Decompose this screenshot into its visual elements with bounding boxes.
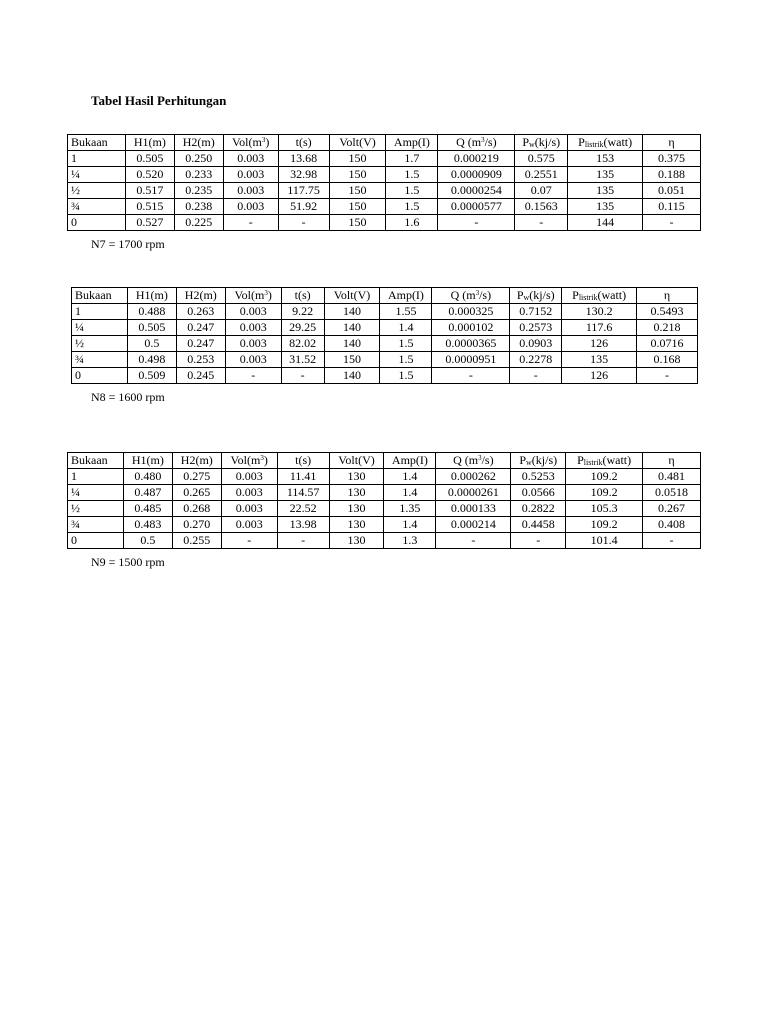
table-cell: - xyxy=(225,368,281,384)
table-cell: 0.0716 xyxy=(637,336,698,352)
table-cell: 0.0000254 xyxy=(438,183,515,199)
header-cell xyxy=(386,135,438,151)
table-cell: 0.250 xyxy=(174,151,223,167)
table-cell: ¾ xyxy=(68,517,124,533)
table-cell: 109.2 xyxy=(566,517,643,533)
results-table-n7 xyxy=(67,134,701,231)
header-text: Amp(I) xyxy=(393,135,430,149)
table-row xyxy=(72,320,698,336)
table-cell: 1.5 xyxy=(386,199,438,215)
table-row xyxy=(68,151,701,167)
table-cell: 0.505 xyxy=(127,320,176,336)
header-text: w xyxy=(523,293,530,302)
table-caption: N9 = 1500 rpm xyxy=(91,555,165,569)
table-cell: 0.247 xyxy=(176,336,225,352)
header-text: H1(m) xyxy=(135,288,168,302)
table-cell: 0.527 xyxy=(125,215,174,231)
header-text: Vol(m xyxy=(230,453,261,467)
header-text: (watt) xyxy=(602,453,632,467)
header-cell xyxy=(438,135,515,151)
header-cell xyxy=(329,135,386,151)
results-table-n8 xyxy=(71,287,698,384)
header-text: η xyxy=(668,453,675,467)
header-text: Q (m xyxy=(450,288,476,302)
table-cell: 0.488 xyxy=(127,304,176,320)
table-cell: 105.3 xyxy=(566,501,643,517)
table-cell: 135 xyxy=(568,167,643,183)
header-text: η xyxy=(663,288,671,302)
table-cell: 0.5253 xyxy=(511,469,566,485)
header-text: P xyxy=(516,288,524,302)
table-row xyxy=(68,199,701,215)
table-cell: 1.4 xyxy=(384,469,436,485)
header-cell xyxy=(562,288,637,304)
header-text: H2(m) xyxy=(182,135,215,149)
table-cell: 0 xyxy=(68,215,126,231)
table-cell: 0.4458 xyxy=(511,517,566,533)
table-cell: 0.481 xyxy=(643,469,701,485)
header-text: Q (m xyxy=(456,135,482,149)
table-cell: 1.3 xyxy=(384,533,436,549)
header-cell xyxy=(643,453,701,469)
table-cell: 0.000214 xyxy=(436,517,511,533)
table-cell: 0.003 xyxy=(223,199,278,215)
table-cell: ½ xyxy=(68,501,124,517)
table-cell: 101.4 xyxy=(566,533,643,549)
table-cell: 0.003 xyxy=(221,501,277,517)
table-cell: - xyxy=(278,215,329,231)
header-text: (kj/s) xyxy=(529,288,555,302)
table-cell: 1.55 xyxy=(380,304,432,320)
table-row xyxy=(68,215,701,231)
table-cell: 135 xyxy=(562,352,637,368)
header-cell xyxy=(68,453,124,469)
table-cell: 0.003 xyxy=(223,151,278,167)
table-cell: ¾ xyxy=(72,352,128,368)
table-cell: 130 xyxy=(329,501,384,517)
table-cell: 135 xyxy=(568,183,643,199)
table-cell: 0.003 xyxy=(225,320,281,336)
header-text: 3 xyxy=(264,289,268,297)
header-text: ) xyxy=(267,288,272,302)
table-row xyxy=(68,167,701,183)
table-cell: - xyxy=(221,533,277,549)
table-cell: 0 xyxy=(68,533,124,549)
table-cell: 150 xyxy=(329,183,386,199)
table-cell: 0.5493 xyxy=(637,304,698,320)
header-cell xyxy=(225,288,281,304)
table-cell: - xyxy=(510,368,562,384)
header-cell xyxy=(221,453,277,469)
table-row xyxy=(68,533,701,549)
header-cell xyxy=(223,135,278,151)
header-row xyxy=(68,453,701,469)
header-cell xyxy=(329,453,384,469)
table-cell: ¼ xyxy=(68,485,124,501)
header-text: Q (m xyxy=(453,453,479,467)
table-row xyxy=(68,517,701,533)
table-cell: 0.003 xyxy=(221,469,277,485)
header-row xyxy=(68,135,701,151)
table-cell: 0.0903 xyxy=(510,336,562,352)
table-cell: 126 xyxy=(562,368,637,384)
table-cell: 0.253 xyxy=(176,352,225,368)
table-cell: ¾ xyxy=(68,199,126,215)
table-cell: 82.02 xyxy=(281,336,324,352)
table-cell: 0.0000909 xyxy=(438,167,515,183)
table-cell: 0.375 xyxy=(643,151,701,167)
header-text: (watt) xyxy=(603,135,633,149)
table-cell: 1.6 xyxy=(386,215,438,231)
table-cell: 0.003 xyxy=(223,167,278,183)
table-cell: 9.22 xyxy=(281,304,324,320)
table-cell: ½ xyxy=(68,183,126,199)
table-cell: 0.505 xyxy=(125,151,174,167)
table-cell: ½ xyxy=(72,336,128,352)
table-cell: 0.268 xyxy=(172,501,221,517)
header-text: listrik xyxy=(583,458,603,467)
table-cell: 0.003 xyxy=(225,304,281,320)
table-cell: - xyxy=(438,215,515,231)
header-text: 3 xyxy=(478,454,482,462)
table-cell: 117.75 xyxy=(278,183,329,199)
table-cell: - xyxy=(281,368,324,384)
table-cell: 1.4 xyxy=(384,517,436,533)
header-cell xyxy=(637,288,698,304)
table-cell: 1 xyxy=(68,469,124,485)
header-text: t(s) xyxy=(295,453,312,467)
table-cell: 1.4 xyxy=(384,485,436,501)
header-text: H2(m) xyxy=(180,453,213,467)
table-cell: 0.2573 xyxy=(510,320,562,336)
table-cell: 0.487 xyxy=(123,485,172,501)
table-cell: 117.6 xyxy=(562,320,637,336)
header-text: listrik xyxy=(578,293,598,302)
header-text: H1(m) xyxy=(131,453,164,467)
table-cell: 0.517 xyxy=(125,183,174,199)
table-cell: 140 xyxy=(324,320,380,336)
table-cell: 1.7 xyxy=(386,151,438,167)
table-cell: 0.270 xyxy=(172,517,221,533)
header-text: Bukaan xyxy=(71,135,108,149)
header-text: (kj/s) xyxy=(531,453,558,467)
table-cell: 22.52 xyxy=(277,501,329,517)
table-cell: ¼ xyxy=(72,320,128,336)
table-cell: 0.509 xyxy=(127,368,176,384)
table-row xyxy=(72,304,698,320)
table-cell: 130 xyxy=(329,485,384,501)
table-cell: 0.0000577 xyxy=(438,199,515,215)
header-cell xyxy=(125,135,174,151)
header-text: t(s) xyxy=(294,288,311,302)
table-cell: - xyxy=(436,533,511,549)
table-cell: 0.485 xyxy=(123,501,172,517)
table-cell: 0.235 xyxy=(174,183,223,199)
header-cell xyxy=(436,453,511,469)
table-cell: 0.051 xyxy=(643,183,701,199)
table-cell: 0.247 xyxy=(176,320,225,336)
table-cell: 0.225 xyxy=(174,215,223,231)
table-cell: 0.408 xyxy=(643,517,701,533)
header-text: H1(m) xyxy=(133,135,166,149)
header-text: 3 xyxy=(260,454,264,462)
header-cell xyxy=(510,288,562,304)
table-caption: N7 = 1700 rpm xyxy=(91,237,165,251)
header-cell xyxy=(174,135,223,151)
table-cell: 29.25 xyxy=(281,320,324,336)
header-text: Vol(m xyxy=(232,135,262,149)
header-cell xyxy=(72,288,128,304)
header-cell xyxy=(432,288,510,304)
table-cell: 0.1563 xyxy=(515,199,568,215)
table-cell: 13.68 xyxy=(278,151,329,167)
table-cell: 0.5 xyxy=(127,336,176,352)
table-cell: 31.52 xyxy=(281,352,324,368)
table-cell: 0 xyxy=(72,368,128,384)
table-cell: 1.5 xyxy=(380,368,432,384)
table-cell: 0.000133 xyxy=(436,501,511,517)
table-caption: N8 = 1600 rpm xyxy=(91,390,165,404)
table-cell: 150 xyxy=(324,352,380,368)
table-cell: 0.520 xyxy=(125,167,174,183)
table-cell: 1.35 xyxy=(384,501,436,517)
table-cell: 1 xyxy=(72,304,128,320)
header-cell xyxy=(384,453,436,469)
table-row xyxy=(72,352,698,368)
header-cell xyxy=(380,288,432,304)
table-cell: 0.168 xyxy=(637,352,698,368)
table-row xyxy=(68,469,701,485)
table-cell: 0.275 xyxy=(172,469,221,485)
table-cell: 109.2 xyxy=(566,485,643,501)
table-cell: 0.115 xyxy=(643,199,701,215)
table-cell: 0.5 xyxy=(123,533,172,549)
header-cell xyxy=(643,135,701,151)
header-text: (kj/s) xyxy=(534,135,561,149)
table-cell: 109.2 xyxy=(566,469,643,485)
header-cell xyxy=(566,453,643,469)
header-text: t(s) xyxy=(295,135,312,149)
header-text: Volt(V) xyxy=(333,288,371,302)
table-cell: 13.98 xyxy=(277,517,329,533)
header-cell xyxy=(172,453,221,469)
header-cell xyxy=(515,135,568,151)
table-cell: 0.233 xyxy=(174,167,223,183)
header-text: P xyxy=(577,453,584,467)
table-cell: 0.263 xyxy=(176,304,225,320)
table-cell: 0.07 xyxy=(515,183,568,199)
table-cell: 0.265 xyxy=(172,485,221,501)
header-cell xyxy=(278,135,329,151)
header-text: Bukaan xyxy=(75,288,112,302)
header-text: ) xyxy=(263,453,268,467)
header-text: Amp(I) xyxy=(391,453,428,467)
header-text: Bukaan xyxy=(71,453,108,467)
table-cell: 0.218 xyxy=(637,320,698,336)
table-cell: 1 xyxy=(68,151,126,167)
header-text: /s) xyxy=(484,135,497,149)
table-cell: 1.4 xyxy=(380,320,432,336)
table-cell: 0.188 xyxy=(643,167,701,183)
table-cell: 114.57 xyxy=(277,485,329,501)
table-cell: - xyxy=(637,368,698,384)
header-text: listrik xyxy=(584,140,604,149)
header-text: Volt(V) xyxy=(339,135,376,149)
table-cell: - xyxy=(643,533,701,549)
table-cell: 0.0000365 xyxy=(432,336,510,352)
header-text: 3 xyxy=(261,136,266,144)
header-cell xyxy=(324,288,380,304)
table-cell: 1.5 xyxy=(386,167,438,183)
table-cell: - xyxy=(432,368,510,384)
header-text: P xyxy=(522,135,529,149)
results-table-n9 xyxy=(67,452,701,549)
table-cell: 135 xyxy=(568,199,643,215)
table-cell: ¼ xyxy=(68,167,126,183)
header-cell xyxy=(281,288,324,304)
header-text: w xyxy=(529,140,535,149)
table-cell: 140 xyxy=(324,336,380,352)
table-cell: - xyxy=(643,215,701,231)
table-cell: 0.0000951 xyxy=(432,352,510,368)
table-cell: 1.5 xyxy=(380,352,432,368)
table-cell: 150 xyxy=(329,215,386,231)
header-text: ) xyxy=(265,135,270,149)
table-cell: 0.0518 xyxy=(643,485,701,501)
table-cell: 130 xyxy=(329,517,384,533)
table-cell: 140 xyxy=(324,368,380,384)
table-cell: 144 xyxy=(568,215,643,231)
table-cell: 130.2 xyxy=(562,304,637,320)
header-text: H2(m) xyxy=(184,288,217,302)
table-cell: - xyxy=(515,215,568,231)
header-text: P xyxy=(578,135,585,149)
table-cell: - xyxy=(277,533,329,549)
table-row xyxy=(68,183,701,199)
header-text: 3 xyxy=(481,136,485,144)
table-cell: 0.003 xyxy=(225,352,281,368)
table-cell: 0.000102 xyxy=(432,320,510,336)
header-cell xyxy=(123,453,172,469)
header-text: w xyxy=(526,458,532,467)
table-cell: 0.480 xyxy=(123,469,172,485)
page-title: Tabel Hasil Perhitungan xyxy=(91,93,227,108)
header-text: Amp(I) xyxy=(387,288,424,302)
table-cell: 11.41 xyxy=(277,469,329,485)
table-cell: 0.0000261 xyxy=(436,485,511,501)
table-cell: 0.2551 xyxy=(515,167,568,183)
table-cell: 1.5 xyxy=(386,183,438,199)
table-cell: 1.5 xyxy=(380,336,432,352)
table-cell: 0.2822 xyxy=(511,501,566,517)
header-text: Vol(m xyxy=(234,288,265,302)
table-cell: 0.575 xyxy=(515,151,568,167)
header-text: η xyxy=(668,135,675,149)
table-row xyxy=(72,368,698,384)
table-cell: 0.483 xyxy=(123,517,172,533)
table-cell: 0.498 xyxy=(127,352,176,368)
table-cell: 0.2278 xyxy=(510,352,562,368)
table-cell: 150 xyxy=(329,199,386,215)
header-text: P xyxy=(572,288,579,302)
header-text: /s) xyxy=(479,288,492,302)
header-cell xyxy=(176,288,225,304)
header-row xyxy=(72,288,698,304)
table-cell: 140 xyxy=(324,304,380,320)
table-cell: 0.238 xyxy=(174,199,223,215)
table-cell: 150 xyxy=(329,167,386,183)
table-cell: 0.000325 xyxy=(432,304,510,320)
table-cell: 0.255 xyxy=(172,533,221,549)
table-cell: 130 xyxy=(329,533,384,549)
table-cell: 0.267 xyxy=(643,501,701,517)
table-cell: 0.515 xyxy=(125,199,174,215)
table-row xyxy=(72,336,698,352)
table-cell: 126 xyxy=(562,336,637,352)
table-row xyxy=(68,501,701,517)
header-text: 3 xyxy=(475,289,480,297)
table-cell: 0.003 xyxy=(221,485,277,501)
table-cell: 0.003 xyxy=(223,183,278,199)
table-cell: 0.003 xyxy=(225,336,281,352)
table-cell: 51.92 xyxy=(278,199,329,215)
header-text: Volt(V) xyxy=(338,453,375,467)
table-cell: 150 xyxy=(329,151,386,167)
header-cell xyxy=(277,453,329,469)
header-cell xyxy=(68,135,126,151)
table-row xyxy=(68,485,701,501)
header-cell xyxy=(127,288,176,304)
table-cell: 0.0566 xyxy=(511,485,566,501)
table-cell: 130 xyxy=(329,469,384,485)
table-cell: 0.245 xyxy=(176,368,225,384)
table-cell: 0.003 xyxy=(221,517,277,533)
table-cell: 0.7152 xyxy=(510,304,562,320)
table-cell: 153 xyxy=(568,151,643,167)
header-text: P xyxy=(519,453,526,467)
table-cell: 0.000219 xyxy=(438,151,515,167)
header-text: /s) xyxy=(481,453,494,467)
header-text: (watt) xyxy=(597,288,627,302)
header-cell xyxy=(511,453,566,469)
table-cell: 0.000262 xyxy=(436,469,511,485)
table-cell: - xyxy=(223,215,278,231)
table-cell: 32.98 xyxy=(278,167,329,183)
header-cell xyxy=(568,135,643,151)
table-cell: - xyxy=(511,533,566,549)
